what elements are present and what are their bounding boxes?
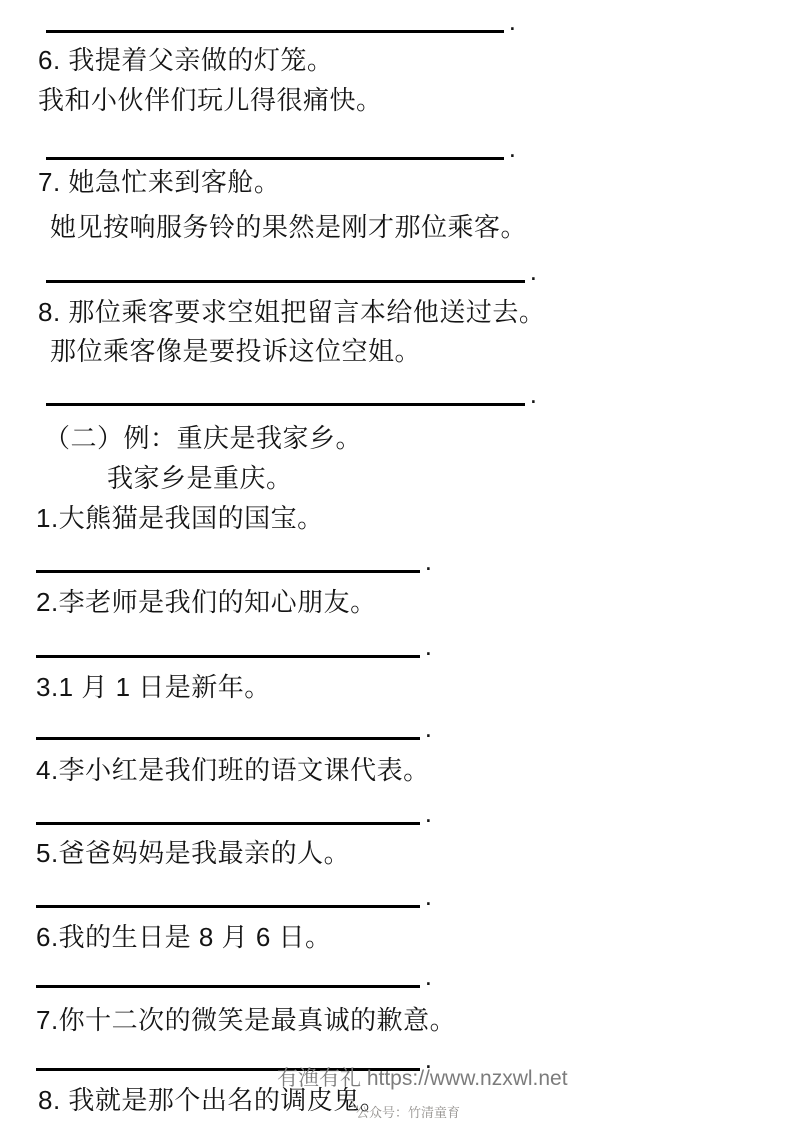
sentence: 6.我的生日是 8 月 6 日。: [36, 922, 332, 952]
answer-line[interactable]: [46, 256, 537, 286]
sentence: 1.大熊猫是我国的国宝。: [36, 503, 324, 533]
answer-line[interactable]: [46, 6, 516, 36]
answer-rule: [46, 389, 525, 406]
section-two-header: （二）例：重庆是我家乡。: [44, 423, 363, 453]
answer-line-period: .: [508, 6, 516, 36]
answer-line-period: .: [424, 631, 432, 661]
sentence: 5.爸爸妈妈是我最亲的人。: [36, 838, 351, 868]
answer-line-period: .: [529, 256, 537, 286]
sentence: 3.1 月 1 日是新年。: [36, 672, 271, 702]
watermark-wechat: 公众号：竹清童育: [356, 1105, 461, 1120]
answer-line[interactable]: [36, 961, 432, 991]
answer-rule: [36, 808, 420, 825]
sentence: 6. 我提着父亲做的灯笼。: [38, 45, 334, 75]
sentence: 那位乘客像是要投诉这位空姐。: [50, 336, 422, 366]
answer-rule: [36, 556, 420, 573]
answer-line-period: .: [424, 713, 432, 743]
answer-rule: [46, 266, 525, 283]
answer-line-period: .: [424, 881, 432, 911]
watermark-site-link: 有渔有礼 https://www.nzxwl.net: [277, 1067, 568, 1090]
sentence: 8. 那位乘客要求空姐把留言本给他送过去。: [38, 297, 546, 327]
answer-rule: [46, 16, 504, 33]
sentence: 我和小伙伴们玩儿得很痛快。: [38, 85, 383, 115]
sentence: 4.李小红是我们班的语文课代表。: [36, 755, 430, 785]
answer-rule: [36, 723, 420, 740]
answer-line[interactable]: [36, 546, 432, 576]
answer-rule: [46, 143, 504, 160]
answer-line-period: .: [424, 798, 432, 828]
sentence: 7.你十二次的微笑是最真诚的歉意。: [36, 1005, 457, 1035]
answer-line[interactable]: [36, 631, 432, 661]
answer-line[interactable]: [36, 798, 432, 828]
answer-line-period: .: [529, 379, 537, 409]
answer-line[interactable]: [46, 379, 537, 409]
sentence: 8. 我就是那个出名的调皮鬼。: [38, 1085, 387, 1115]
answer-line-period: .: [424, 961, 432, 991]
answer-line[interactable]: [36, 713, 432, 743]
sentence: 7. 她急忙来到客舱。: [38, 167, 281, 197]
answer-rule: [36, 891, 420, 908]
answer-line[interactable]: [36, 881, 432, 911]
example-answer: 我家乡是重庆。: [107, 463, 293, 493]
answer-rule: [36, 971, 420, 988]
sentence: 2.李老师是我们的知心朋友。: [36, 587, 377, 617]
answer-line[interactable]: [46, 133, 516, 163]
answer-line-period: .: [508, 133, 516, 163]
answer-line-period: .: [424, 546, 432, 576]
answer-rule: [36, 641, 420, 658]
sentence: 她见按响服务铃的果然是刚才那位乘客。: [50, 212, 528, 242]
answer-line-period: .: [424, 1044, 432, 1074]
